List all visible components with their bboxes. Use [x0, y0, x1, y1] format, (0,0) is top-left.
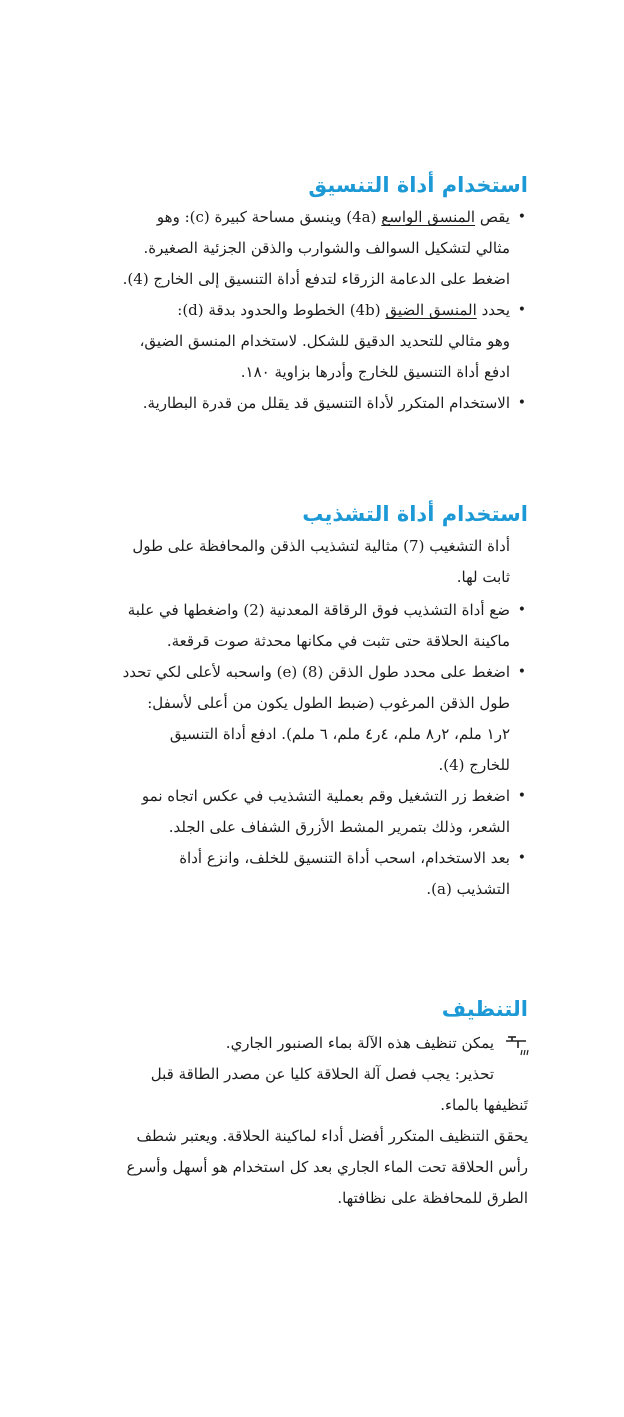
text-line: اضغط على الدعامة الزرقاء لتدفع أداة التنسيق إلى الخارج (4).: [122, 270, 510, 289]
text-line: يحقق التنظيف المتكرر أفضل أداء لماكينة الحلاقة. ويعتبر شطف: [136, 1127, 528, 1146]
text-line: الطرق للمحافظة على نظافتها.: [337, 1189, 528, 1208]
text-line: للخارج (4).: [438, 756, 510, 775]
list-item: [100, 202, 528, 295]
shaper-section: [100, 501, 528, 905]
precision-trimmer-term: المنسق الضيق: [385, 301, 477, 320]
text-line: تَنظيفها بالماء.: [440, 1096, 528, 1115]
cleaning-section: [100, 996, 528, 1214]
trimmer-section: [100, 172, 528, 419]
text-line: التشذيب (a).: [426, 880, 510, 899]
text-line: • يحدد المنسق الضيق (4b) الخطوط والحدود بدقة (d):: [177, 301, 510, 320]
text-line: طول الذقن المرغوب (ضبط الطول يكون من أعلى لأسفل:: [147, 694, 510, 713]
tap-water-icon: [504, 1032, 530, 1060]
list-item: [100, 295, 528, 388]
list-item: [100, 388, 528, 419]
trimmer-bullet-list: [100, 202, 528, 419]
text-line: وهو مثالي للتحديد الدقيق للشكل. لاستخدام المنسق الضيق،: [139, 332, 510, 351]
text-line: • بعد الاستخدام، اسحب أداة التنسيق للخلف، وانزع أداة: [179, 849, 510, 868]
text-line: • اضغط زر التشغيل وقم بعملية التشذيب في عكس اتجاه نمو: [141, 787, 510, 806]
cleaning-section-title: التنظيف: [441, 997, 528, 1021]
shaper-intro: [100, 531, 528, 593]
text-line: مثالي لتشكيل السوالف والشوارب والذقن الجزئية الصغيرة.: [143, 239, 510, 258]
cleaning-body: [100, 1028, 528, 1214]
text-line: ادفع أداة التنسيق للخارج وأدرها بزاوية ١٨٠.: [240, 363, 510, 382]
text-line: • اضغط على محدد طول الذقن (8) (e) واسحبه لأعلى لكي تحدد: [122, 663, 510, 682]
shaper-bullet-list: [100, 595, 528, 905]
wide-trimmer-term: المنسق الواسع: [381, 208, 476, 227]
text-line: • ضع أداة التشذيب فوق الرقاقة المعدنية (2) واضغطها في علبة: [127, 601, 510, 620]
list-item: [100, 595, 528, 657]
text-line: • الاستخدام المتكرر لأداة التنسيق قد يقلل من قدرة البطارية.: [142, 394, 510, 413]
shaper-section-title: استخدام أداة التشذيب: [302, 502, 528, 526]
list-item: [100, 781, 528, 843]
text-line: ماكينة الحلاقة حتى تثبت في مكانها محدثة صوت قرقعة.: [166, 632, 510, 651]
trimmer-section-title: استخدام أداة التنسيق: [308, 173, 528, 197]
text-line: رأس الحلاقة تحت الماء الجاري بعد كل استخدام هو أسهل وأسرع: [126, 1158, 528, 1177]
text-line: ٢ر١ ملم، ٢ر٨ ملم، ٤ر٤ ملم، ٦ ملم). ادفع أداة التنسيق: [169, 725, 510, 744]
text-line: أداة التشغيب (7) مثالية لتشذيب الذقن والمحافظة على طول: [132, 537, 510, 556]
text-line: • يقص المنسق الواسع (4a) وينسق مساحة كبيرة (c): وهو: [156, 208, 510, 227]
list-item: [100, 657, 528, 781]
text-line: ثابت لها.: [456, 568, 510, 587]
text-line: يمكن تنظيف هذه الآلة بماء الصنبور الجاري.: [225, 1034, 494, 1053]
text-line: الشعر، وذلك بتمرير المشط الأزرق الشفاف على الجلد.: [168, 818, 510, 837]
list-item: [100, 843, 528, 905]
warning-line: تحذير: يجب فصل آلة الحلاقة كليا عن مصدر الطاقة قبل: [150, 1065, 494, 1084]
